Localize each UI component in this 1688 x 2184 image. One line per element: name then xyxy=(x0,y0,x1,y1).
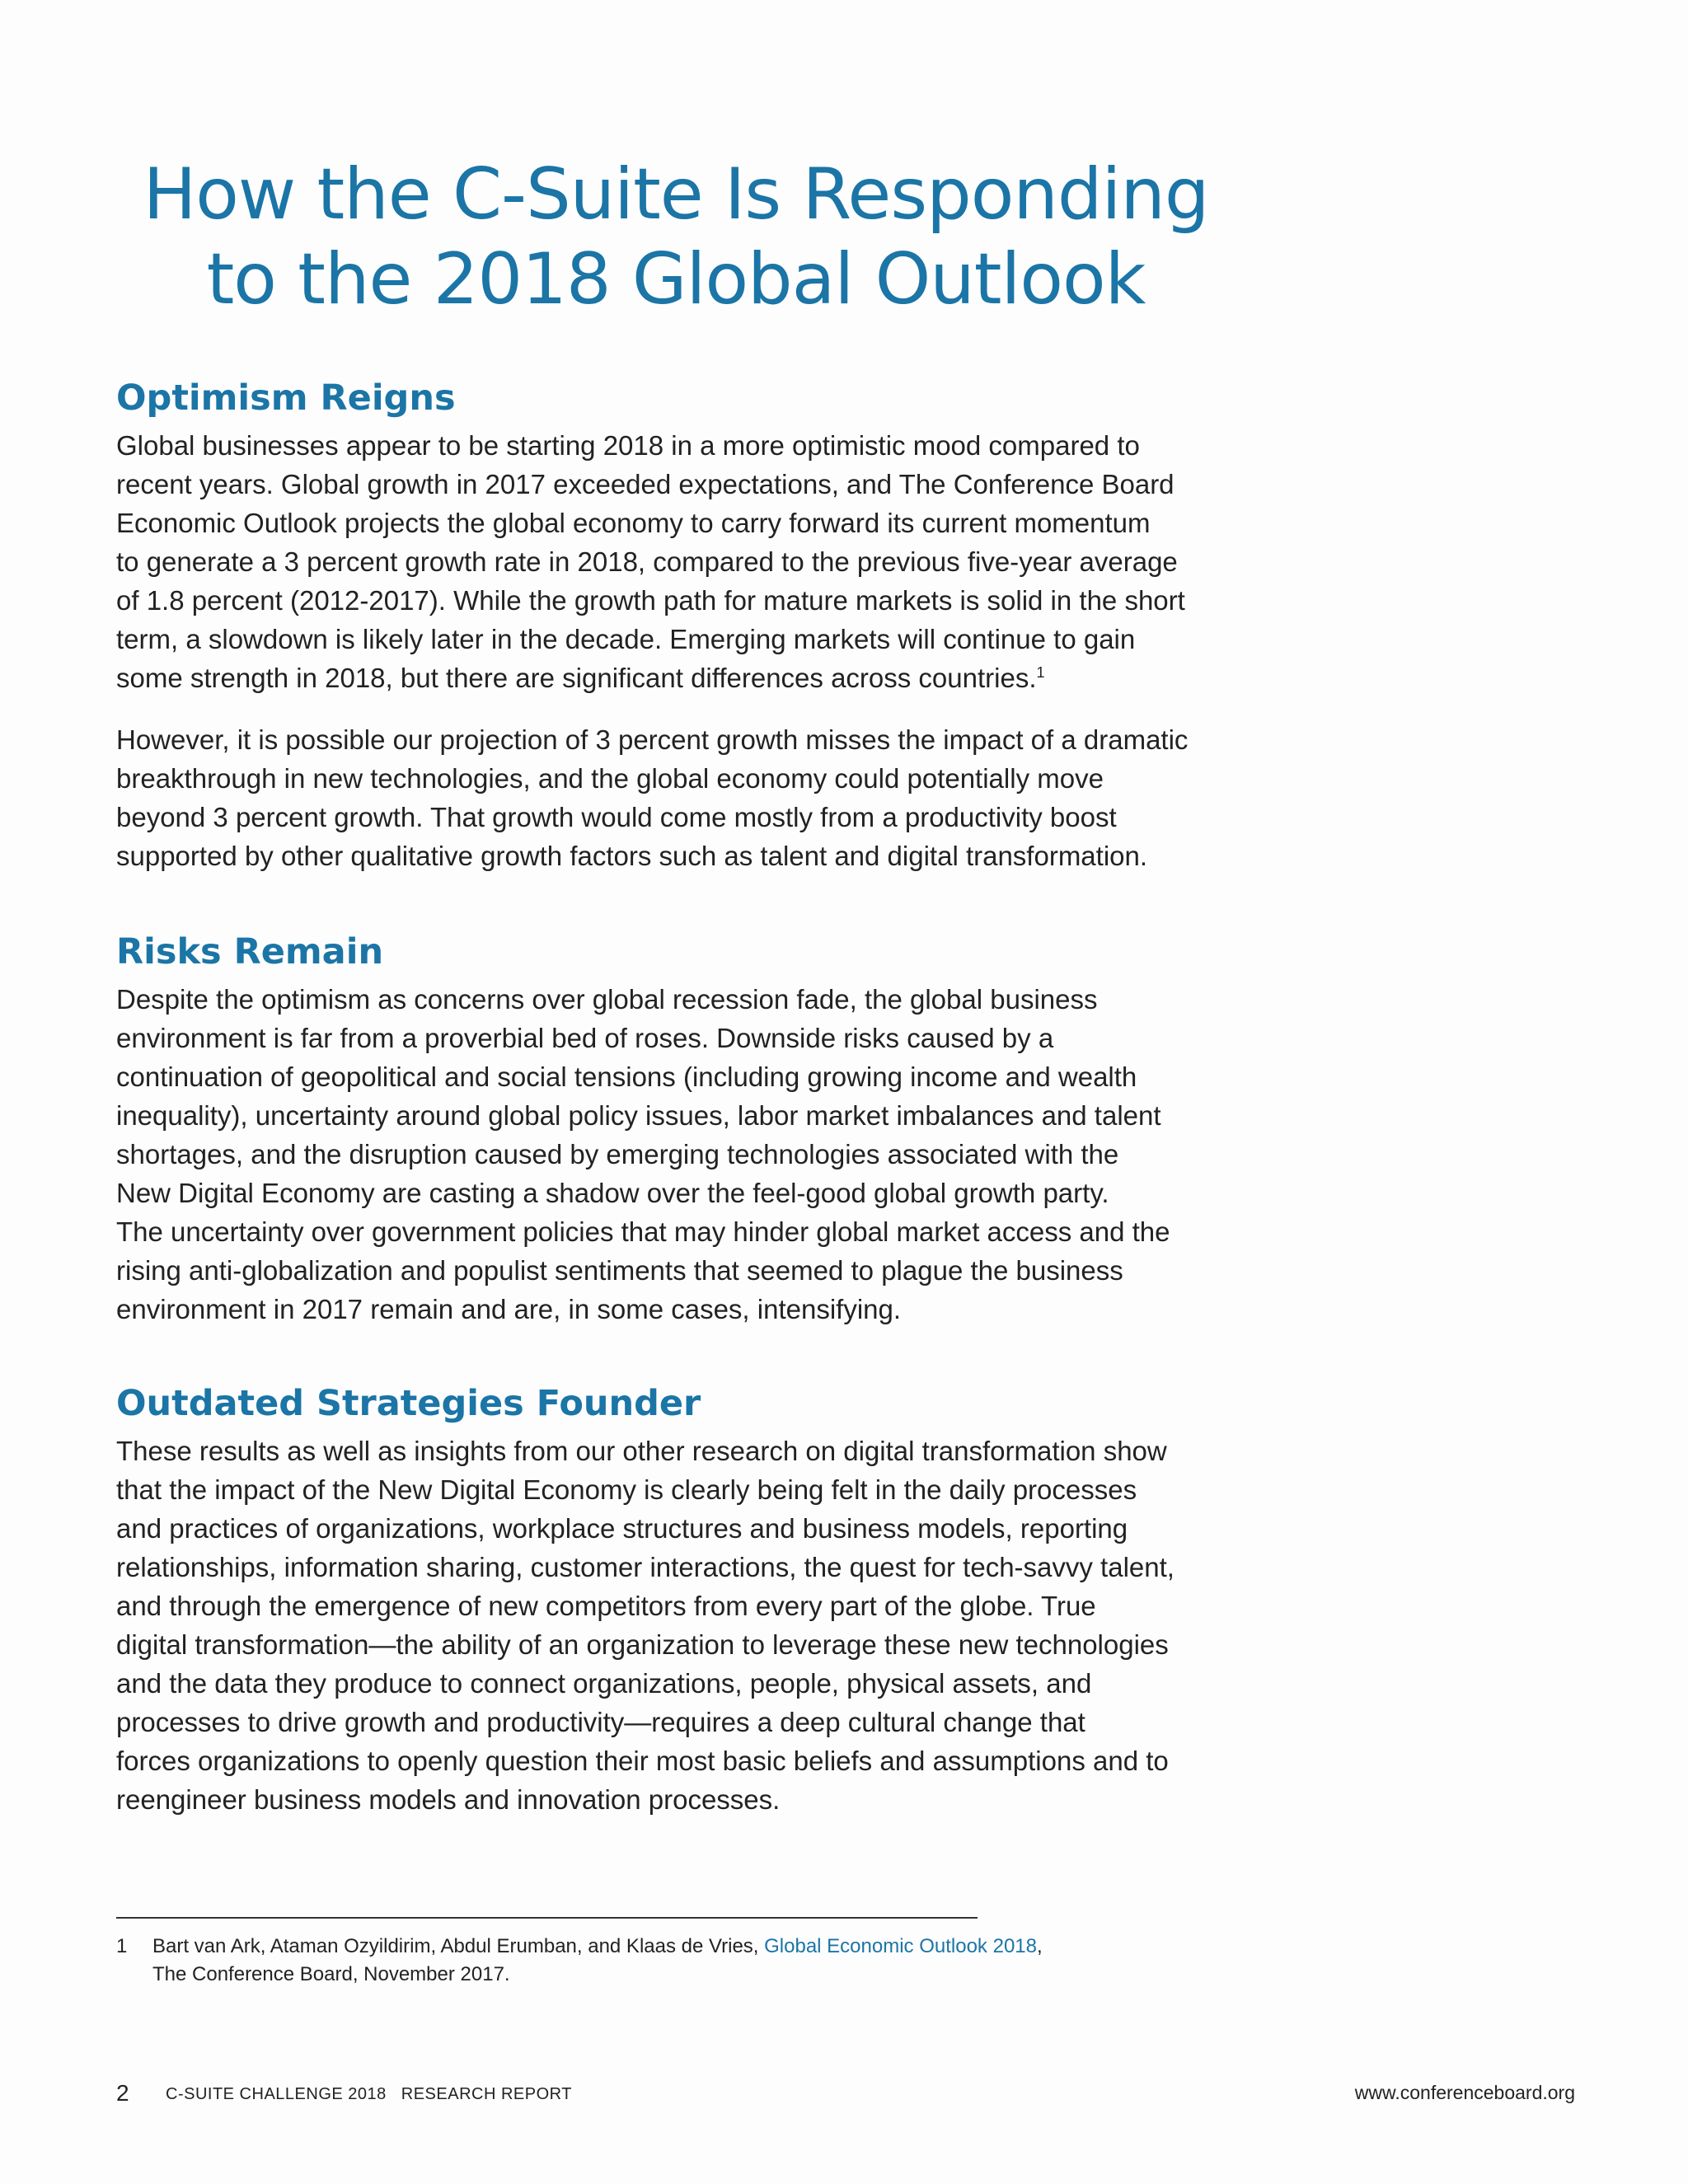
paragraph-text: Global businesses appear to be starting 2018 in a more optimistic mood compared to recent years. Global growth in 2017 exceeded expectations, and The Conference Board Economic Outlook projects the global economy to carry forward its current momentum to generate a 3 percent growth rate in 2018, compared to the previous five-year average of 1.8 percent (2012-2017). While the growth path for mature markets is solid in the short term, a slowdown is likely later in the decade. Emerging markets will continue to gain some strength in 2018, but there are significant differences across countries. xyxy=(116,430,1185,693)
paragraph: These results as well as insights from our other research on digital transformation show that the impact of the New Digital Economy is clearly being felt in the daily processes and practices of organizations, workplace structures and business models, reporting relationships, information sharing, customer interactions, the quest for tech-savvy talent, and through the emergence of new competitors from every part of the globe. True digital transformation—the ability of an organization to leverage these new technologies and the data they produce to connect organizations, people, physical assets, and processes to drive growth and productivity—requires a deep cultural change that forces organizations to openly question their most basic beliefs and assumptions and to reengineer business models and innovation processes. xyxy=(116,1436,1175,1815)
page-title xyxy=(0,152,1352,322)
section-outdated-strategies-founder xyxy=(116,1380,1254,1842)
page-title-line-2: to the 2018 Global Outlook xyxy=(206,238,1146,321)
report-name xyxy=(166,2085,572,2104)
page-title-line-1: How the C-Suite Is Responding xyxy=(143,153,1209,236)
report-type: RESEARCH REPORT xyxy=(401,2085,572,2103)
section-heading: Outdated Strategies Founder xyxy=(116,1383,701,1424)
website-link[interactable]: www.conferenceboard.org xyxy=(1354,2082,1575,2103)
report-title: C-SUITE CHALLENGE 2018 xyxy=(166,2085,387,2103)
footnote-text: Bart van Ark, Ataman Ozyildirim, Abdul Erumban, and Klaas de Vries, xyxy=(152,1935,765,1957)
footnote-body xyxy=(152,1933,1183,1989)
footnote-divider xyxy=(116,1917,978,1919)
paragraph xyxy=(116,426,1254,697)
page-footer xyxy=(116,2080,1575,2108)
footnote-text-line-2: The Conference Board, November 2017. xyxy=(152,1963,510,1985)
footnote-text-after: , xyxy=(1036,1935,1043,1957)
footnote-link[interactable]: Global Economic Outlook 2018 xyxy=(764,1935,1037,1957)
section-risks-remain xyxy=(116,929,1254,1352)
footnote-number: 1 xyxy=(116,1935,128,1957)
footnote-ref[interactable]: 1 xyxy=(1036,664,1045,681)
section-optimism-reigns xyxy=(116,375,1254,898)
paragraph: Despite the optimism as concerns over global recession fade, the global business environment is far from a proverbial bed of roses. Downside risks caused by a continuation of geopolitical and social tensions (including growing income and wealth inequality), uncertainty around global policy issues, labor market imbalances and talent shortages, and the disruption caused by emerging technologies associated with the New Digital Economy are casting a shadow over the feel-good global growth party. The uncertainty over government policies that may hinder global market access and the rising anti-globalization and populist sentiments that seemed to plague the business environment in 2017 remain and are, in some cases, intensifying. xyxy=(116,984,1170,1324)
page-number: 2 xyxy=(116,2080,129,2106)
section-heading: Risks Remain xyxy=(116,931,384,972)
section-heading: Optimism Reigns xyxy=(116,377,456,419)
paragraph: However, it is possible our projection of 3 percent growth misses the impact of a dramatic breakthrough in new technologies, and the global economy could potentially move beyond 3 percent growth. That growth would come mostly from a productivity boost supported by other qualitative growth factors such as talent and digital transformation. xyxy=(116,724,1189,871)
